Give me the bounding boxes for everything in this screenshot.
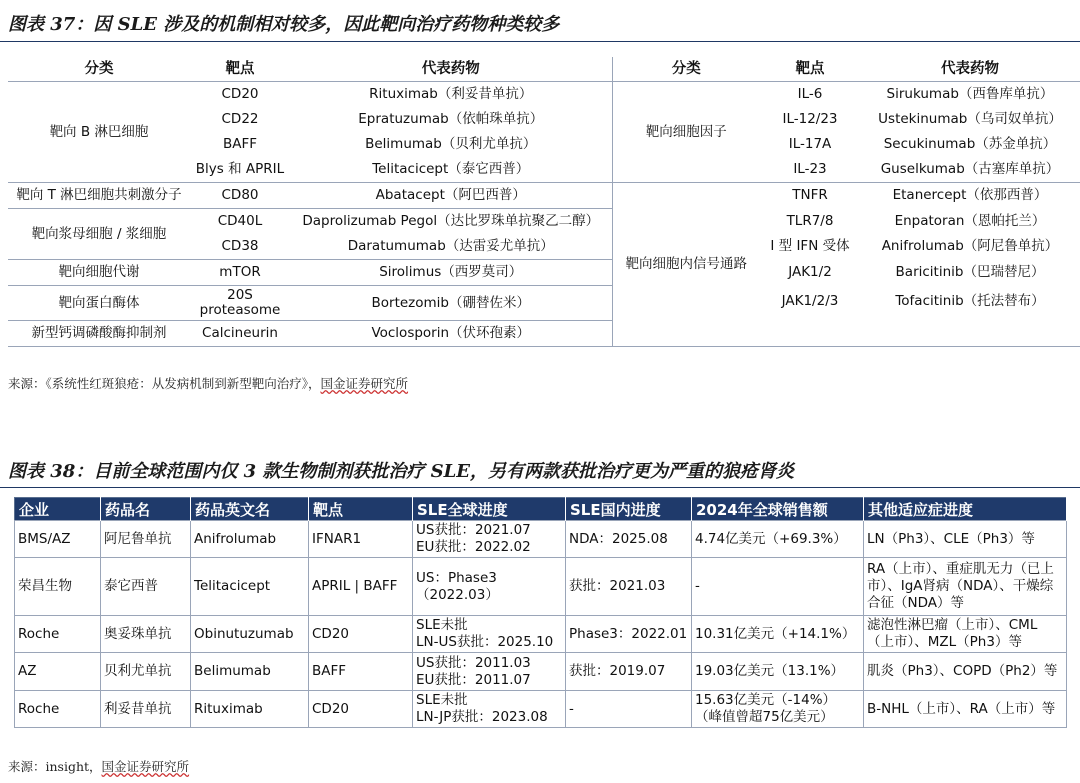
figure-38-source	[8, 757, 189, 775]
header-category: 分类	[612, 57, 760, 82]
target-line: 20S	[227, 287, 253, 303]
global-line: LN-US获批：2025.10	[416, 634, 554, 650]
category-cell: 靶向 B 淋巴细胞	[8, 82, 190, 183]
other-indications-cell: 肌炎（Ph3）、COPD（Ph2）等	[864, 653, 1067, 691]
global-line: EU获批：2011.07	[416, 671, 531, 688]
target-cell: JAK1/2	[788, 264, 832, 280]
domestic-progress-cell: -	[566, 691, 692, 728]
drug-cell: Secukinumab（苏金单抗）	[883, 136, 1057, 152]
drug-cell: Ustekinumab（乌司奴单抗）	[878, 111, 1062, 127]
target-cell: IFNAR1	[309, 521, 413, 558]
drug-cell: Epratuzumab（依帕珠单抗）	[290, 107, 612, 132]
header-drug: 代表药物	[290, 57, 612, 82]
sales-cell: 19.03亿美元（13.1%）	[692, 653, 864, 691]
category-cell: 靶向细胞因子	[612, 82, 760, 183]
global-line: EU获批：2022.02	[416, 539, 531, 555]
header-global-progress: SLE全球进度	[413, 498, 566, 521]
header-category: 分类	[8, 57, 190, 82]
drug-cell: Belimumab（贝利尤单抗）	[290, 132, 612, 157]
drug-cell: Abatacept（阿巴西普）	[290, 183, 612, 209]
drug-cell: Enpatoran（恩帕托兰）	[894, 212, 1046, 229]
header-drug: 代表药物	[860, 57, 1080, 82]
drug-cn-cell: 利妥昔单抗	[101, 691, 191, 728]
target-cell: BAFF	[309, 653, 413, 691]
target-cell: JAK1/2/3	[760, 286, 860, 347]
source-text: 来源：《系统性红斑狼疮：从发病机制到新型靶向治疗》，	[8, 376, 321, 391]
sales-line: 15.63亿美元（-14%）	[695, 692, 837, 708]
table-row	[15, 558, 1067, 616]
drug-en-cell: Telitacicept	[191, 558, 309, 616]
drug-cell: Sirolimus（西罗莫司）	[290, 260, 612, 286]
drug-cell: Sirukumab（西鲁库单抗）	[886, 86, 1054, 102]
drug-cn-cell: 阿尼鲁单抗	[101, 521, 191, 558]
table-row	[8, 82, 1080, 108]
header-other-indications: 其他适应症进度	[864, 498, 1067, 521]
table-row	[8, 183, 1080, 209]
header-target: 靶点	[760, 57, 860, 82]
source-org: 国金证券研究所	[320, 376, 409, 391]
header-target: 靶点	[190, 57, 290, 82]
target-cell: Calcineurin	[190, 321, 290, 347]
drug-cn-cell: 贝利尤单抗	[101, 653, 191, 691]
target-cell: mTOR	[190, 260, 290, 286]
other-indications-cell: B-NHL（上市）、RA（上市）等	[864, 691, 1067, 728]
table-row	[15, 521, 1067, 558]
title-divider	[0, 487, 1080, 488]
global-progress-cell	[413, 521, 566, 558]
domestic-progress-cell: 获批：2019.07	[566, 653, 692, 691]
drug-cell: Telitacicept（泰它西普）	[290, 157, 612, 183]
domestic-progress-cell: NDA：2025.08	[566, 521, 692, 558]
target-cell: IL-12/23	[782, 111, 838, 127]
header-company: 企业	[15, 498, 101, 521]
target-cell: CD20	[309, 691, 413, 728]
company-cell: 荣昌生物	[15, 558, 101, 616]
table-header-row	[8, 57, 1080, 82]
target-cell: I 型 IFN 受体	[770, 238, 850, 255]
target-cell: CD80	[190, 183, 290, 209]
header-target: 靶点	[309, 498, 413, 521]
company-cell: AZ	[15, 653, 101, 691]
sales-cell: -	[692, 558, 864, 616]
drug-cell: Rituximab（利妥昔单抗）	[290, 82, 612, 108]
drug-cell: Baricitinib（巴瑞替尼）	[895, 264, 1045, 280]
sle-target-table	[8, 57, 1080, 347]
drug-en-cell: Belimumab	[191, 653, 309, 691]
figure-37-title: 图表 37：因 SLE 涉及的机制相对较多，因此靶向治疗药物种类较多	[8, 14, 560, 35]
global-progress-cell	[413, 616, 566, 653]
drug-en-cell: Rituximab	[191, 691, 309, 728]
target-cell: CD20	[309, 616, 413, 653]
drug-cell: Bortezomib（硼替佐米）	[290, 286, 612, 321]
sales-cell: 4.74亿美元（+69.3%）	[692, 521, 864, 558]
company-cell: BMS/AZ	[15, 521, 101, 558]
drug-cell: Etanercept（依那西普）	[892, 187, 1048, 204]
category-cell: 靶向细胞内信号通路	[612, 183, 760, 347]
drug-cell: Voclosporin（伏环孢素）	[290, 321, 612, 347]
header-drug-en: 药品英文名	[191, 498, 309, 521]
table-row	[15, 653, 1067, 691]
drug-cn-cell: 奥妥珠单抗	[101, 616, 191, 653]
target-cell: IL-17A	[788, 136, 832, 152]
company-cell: Roche	[15, 616, 101, 653]
domestic-progress-cell: Phase3：2022.01	[566, 616, 692, 653]
global-line: SLE未批	[416, 692, 468, 708]
target-cell: APRIL | BAFF	[309, 558, 413, 616]
target-cell: IL-23	[760, 157, 860, 183]
category-cell: 靶向蛋白酶体	[8, 286, 190, 321]
other-indications-cell: LN（Ph3）、CLE（Ph3）等	[864, 521, 1067, 558]
title-divider	[0, 41, 1080, 42]
drug-cn-cell: 泰它西普	[101, 558, 191, 616]
drug-cell: Daratumumab（达雷妥尤单抗）	[290, 234, 612, 260]
global-line: （2022.03）	[416, 586, 499, 603]
figure-38-title: 图表 38：目前全球范围内仅 3 款生物制剂获批治疗 SLE，另有两款获批治疗更为严重的狼疮肾炎	[8, 461, 795, 482]
drug-cell: Anifrolumab（阿尼鲁单抗）	[881, 238, 1059, 255]
target-cell: TLR7/8	[786, 212, 834, 229]
table-row	[15, 616, 1067, 653]
target-cell: IL-6	[797, 86, 823, 102]
category-cell: 靶向细胞代谢	[8, 260, 190, 286]
target-line: proteasome	[199, 302, 281, 318]
target-cell: TNFR	[792, 187, 828, 204]
approved-biologics-table	[14, 497, 1067, 728]
drug-cell: Daprolizumab Pegol（达比罗珠单抗聚乙二醇）	[290, 209, 612, 235]
header-domestic-progress: SLE国内进度	[566, 498, 692, 521]
target-cell: CD38	[190, 234, 290, 260]
company-cell: Roche	[15, 691, 101, 728]
other-indications-cell: RA（上市）、重症肌无力（已上市）、IgA肾病（NDA）、干燥综合征（NDA）等	[864, 558, 1067, 616]
header-drug-cn: 药品名	[101, 498, 191, 521]
domestic-progress-cell: 获批：2021.03	[566, 558, 692, 616]
other-indications-cell: 滤泡性淋巴瘤（上市）、CML（上市）、MZL（Ph3）等	[864, 616, 1067, 653]
target-cell	[190, 286, 290, 321]
global-progress-cell	[413, 558, 566, 616]
category-cell: 靶向浆母细胞 / 浆细胞	[8, 209, 190, 260]
global-line: US：Phase3	[416, 569, 497, 586]
category-cell: 靶向 T 淋巴细胞共刺激分子	[8, 183, 190, 209]
global-line: SLE未批	[416, 617, 468, 633]
global-line: LN-JP获批：2023.08	[416, 709, 548, 725]
target-cell: CD40L	[217, 213, 263, 229]
source-org: 国金证券研究所	[101, 759, 190, 774]
target-cell: Blys 和 APRIL	[190, 157, 290, 183]
figure-37-source	[8, 374, 408, 392]
table-row	[8, 209, 1080, 235]
target-cell: CD22	[221, 111, 259, 127]
table-row	[8, 286, 1080, 321]
global-line: US获批：2021.07	[416, 522, 531, 538]
drug-en-cell: Anifrolumab	[191, 521, 309, 558]
target-cell: CD20	[221, 86, 259, 102]
table-row	[15, 691, 1067, 728]
sales-cell	[692, 691, 864, 728]
drug-en-cell: Obinutuzumab	[191, 616, 309, 653]
table-header-row	[15, 498, 1067, 521]
global-progress-cell	[413, 691, 566, 728]
source-text: 来源：insight，	[8, 759, 102, 774]
sales-line: （峰值曾超75亿美元）	[695, 709, 834, 725]
drug-cell: Tofacitinib（托法替布）	[860, 286, 1080, 347]
global-line: US获批：2011.03	[416, 654, 531, 671]
target-cell: BAFF	[222, 136, 258, 152]
global-progress-cell	[413, 653, 566, 691]
category-cell: 新型钙调磷酸酶抑制剂	[8, 321, 190, 347]
table-row	[8, 260, 1080, 286]
drug-cell: Guselkumab（古塞库单抗）	[860, 157, 1080, 183]
sales-cell: 10.31亿美元（+14.1%）	[692, 616, 864, 653]
header-sales-2024: 2024年全球销售额	[692, 498, 864, 521]
